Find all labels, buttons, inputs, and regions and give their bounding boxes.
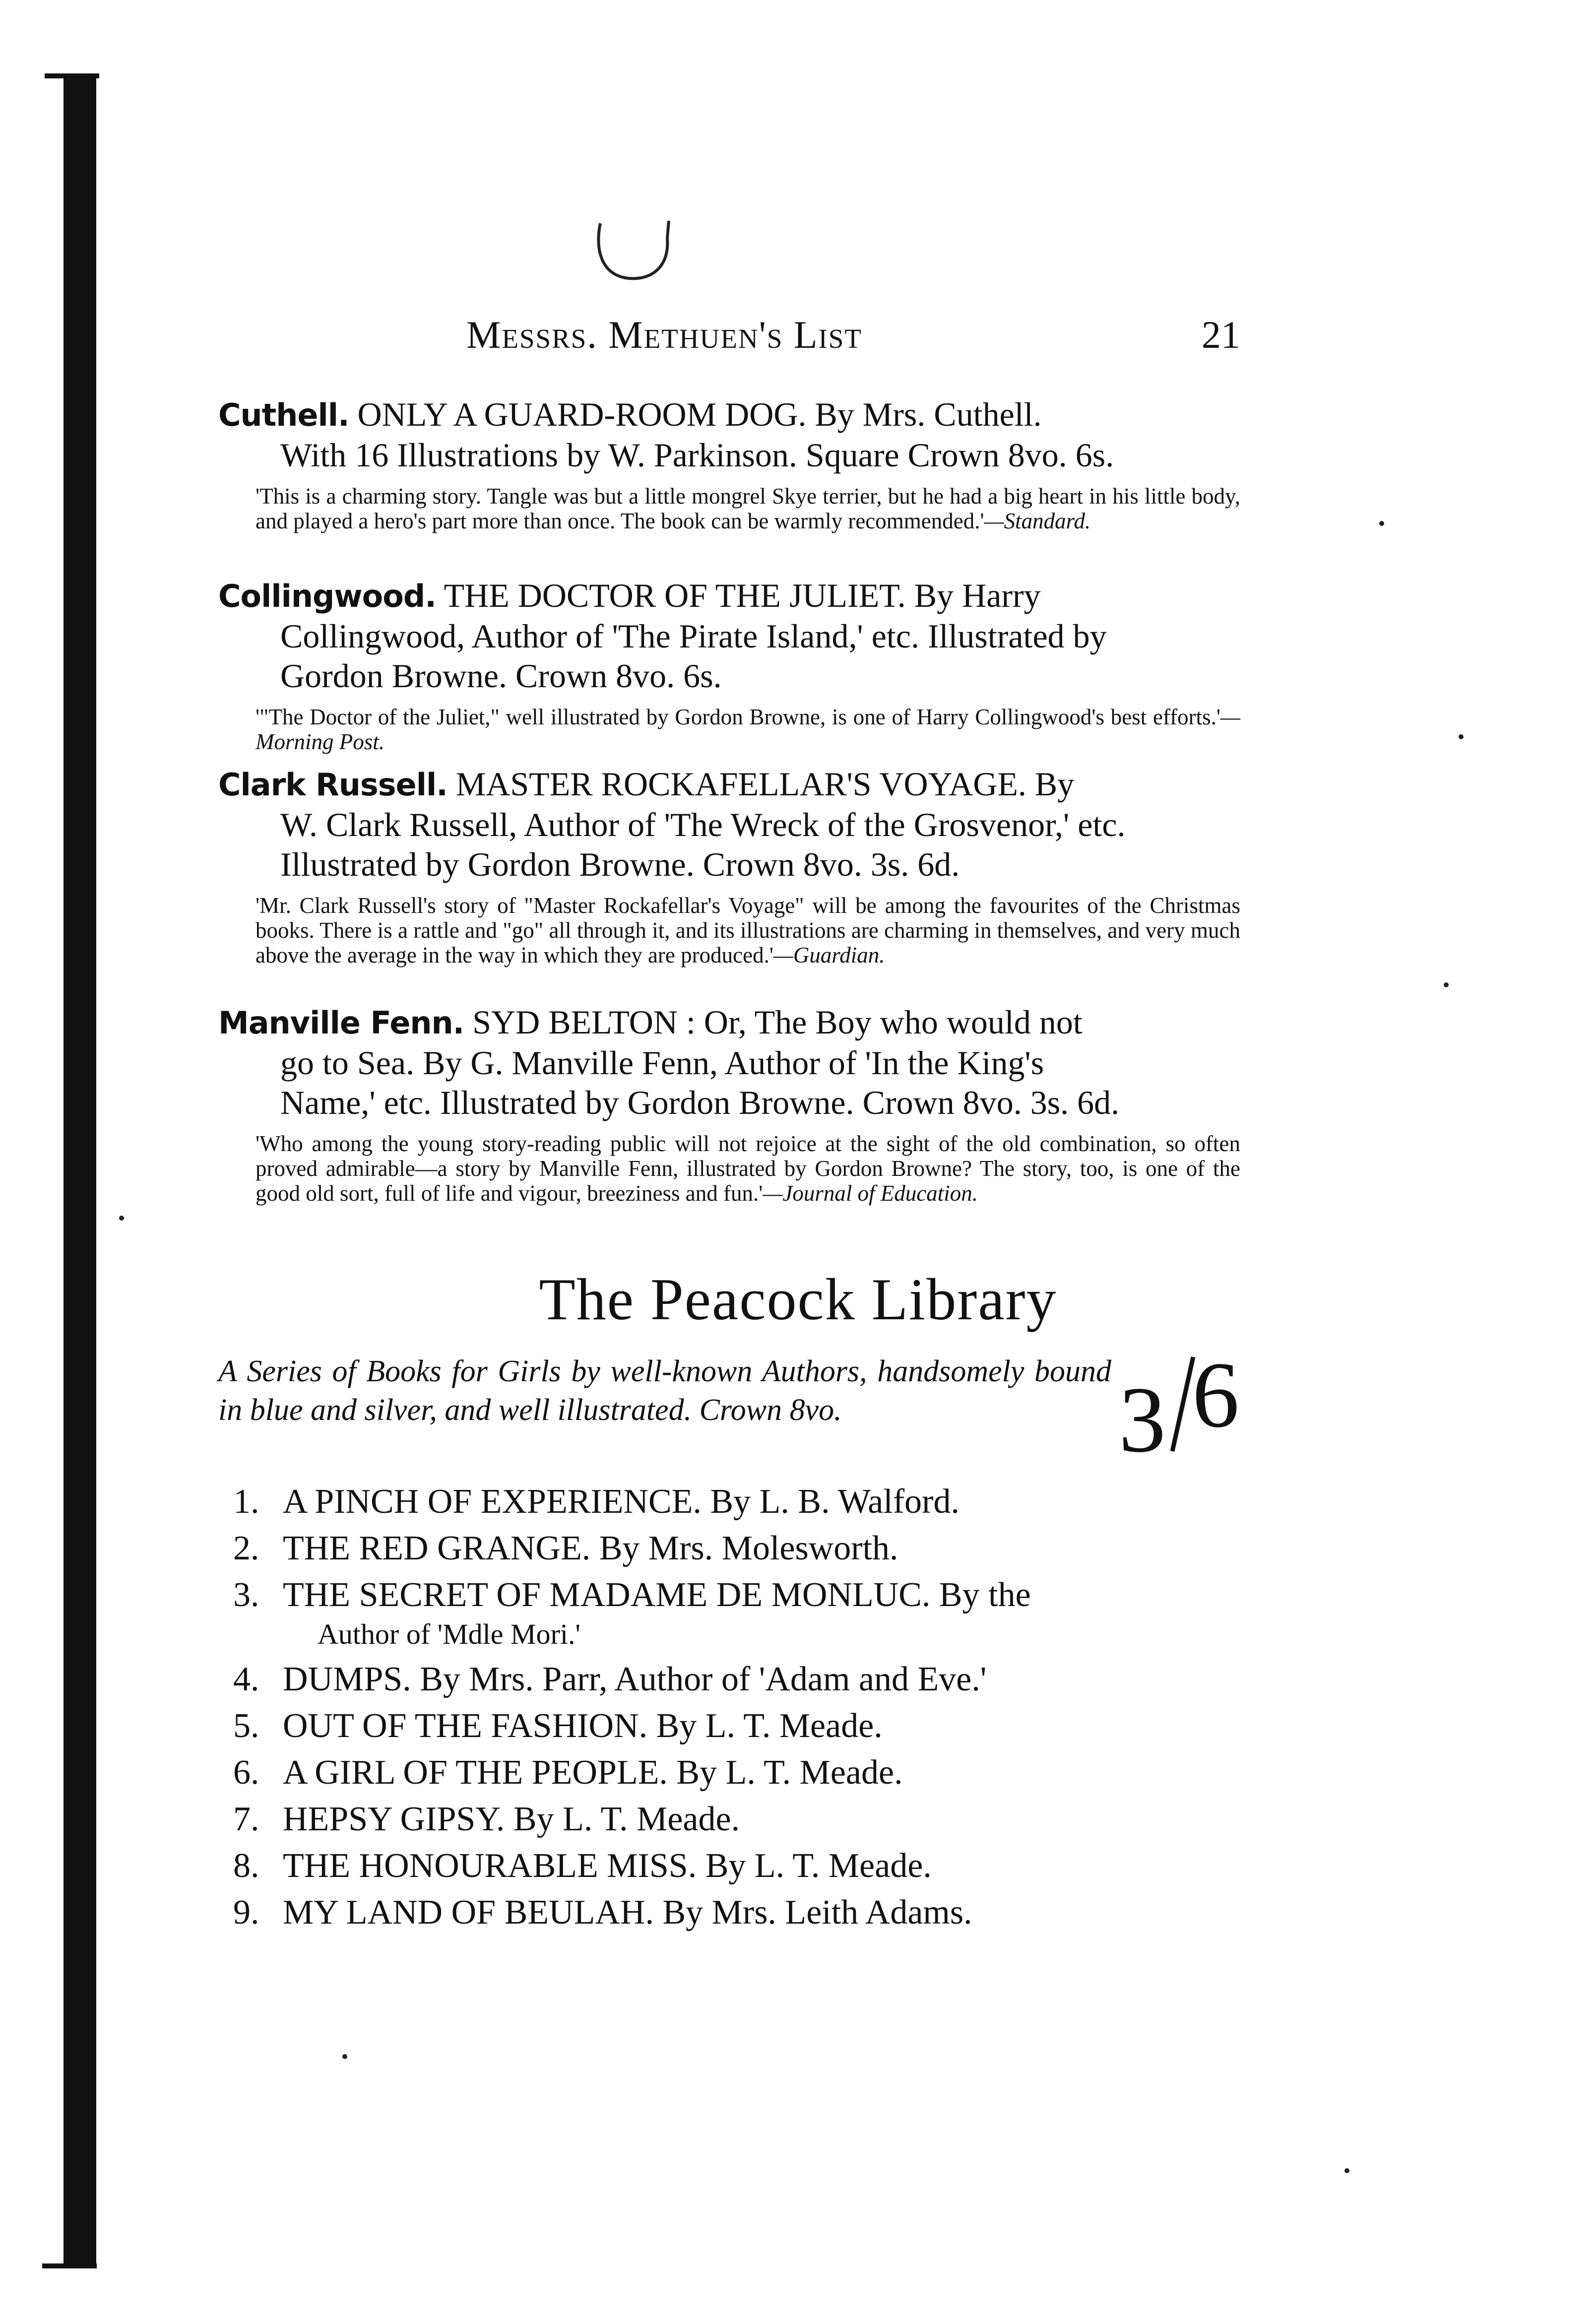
binding-edge	[64, 74, 96, 2267]
entry-author: Cuthell.	[218, 397, 349, 433]
entry-author: Clark Russell.	[218, 767, 447, 803]
item-text: THE HONOURABLE MISS. By L. T. Meade.	[283, 1847, 932, 1885]
running-header	[466, 313, 1240, 367]
scan-speck	[1444, 982, 1449, 987]
list-item	[233, 1525, 1275, 1572]
item-number: 7.	[233, 1800, 259, 1838]
item-number: 8.	[233, 1847, 259, 1885]
list-item	[233, 1796, 1275, 1843]
quote-text: 'Who among the young story-reading public will not rejoice at the sight of the old combination, so often proved admirable—a story by Manville Fenn, illustrated by Gordon Browne? The story, too, is one of the good old sort, full of life and vigour, breeziness and fun.'	[255, 1131, 1240, 1206]
review-quote	[218, 1131, 1240, 1206]
quote-text: 'Mr. Clark Russell's story of "Master Rockafellar's Voyage" will be among the favourites of the Christmas books. There is a rattle and "go" all through it, and its illustrations are charming in themselves, and very much above the average in the way in which they are produced.'	[255, 893, 1240, 968]
item-number: 9.	[233, 1893, 259, 1932]
book-entry	[218, 764, 1240, 968]
list-item	[233, 1656, 1275, 1703]
item-number: 6.	[233, 1753, 259, 1792]
price-slash	[1172, 1357, 1193, 1451]
entry-line: Illustrated by Gordon Browne. Crown 8vo. 3s. 6d.	[280, 845, 960, 883]
entry-line: Gordon Browne. Crown 8vo. 6s.	[280, 657, 722, 695]
pencil-mark	[590, 218, 680, 288]
entry-author: Manville Fenn.	[218, 1005, 464, 1041]
price-mark	[1119, 1352, 1248, 1466]
quote-source: —Morning Post.	[255, 705, 1240, 754]
book-entry	[218, 1002, 1240, 1206]
item-text: HEPSY GIPSY. By L. T. Meade.	[283, 1800, 740, 1838]
scan-speck	[342, 2054, 347, 2059]
item-text: MY LAND OF BEULAH. By Mrs. Leith Adams.	[283, 1893, 972, 1932]
item-number: 5.	[233, 1707, 259, 1745]
entry-line: go to Sea. By G. Manville Fenn, Author of 'In the King's	[280, 1044, 1044, 1082]
entry-line: MASTER ROCKAFELLAR'S VOYAGE. By	[455, 765, 1075, 803]
list-item	[233, 1703, 1275, 1749]
scan-speck	[1379, 521, 1384, 526]
binding-mark	[42, 2263, 97, 2268]
entry-line: THE DOCTOR OF THE JULIET. By Harry	[444, 577, 1041, 614]
page-header-title: Messrs. Methuen's List	[466, 313, 862, 356]
list-item	[233, 1749, 1275, 1796]
quote-source: —Standard.	[984, 509, 1091, 533]
review-quote	[218, 893, 1240, 968]
quote-source: —Journal of Education.	[763, 1181, 978, 1206]
binding-mark	[45, 73, 99, 78]
scan-speck	[1344, 2168, 1349, 2173]
book-entry	[218, 394, 1240, 533]
quote-source: —Guardian.	[773, 943, 885, 968]
item-text: A GIRL OF THE PEOPLE. By L. T. Meade.	[283, 1753, 903, 1792]
item-text: A PINCH OF EXPERIENCE. By L. B. Walford.	[283, 1483, 959, 1521]
list-item	[233, 1572, 1275, 1650]
entry-line: With 16 Illustrations by W. Parkinson. Square Crown 8vo. 6s.	[280, 436, 1114, 474]
quote-text: '"The Doctor of the Juliet," well illustrated by Gordon Browne, is one of Harry Collingwood's best efforts.'	[255, 705, 1220, 729]
series-description: A Series of Books for Girls by well-known Authors, handsomely bound in blue and silver, and well illustrated. Crown 8vo.	[218, 1355, 1111, 1427]
page-number: 21	[1202, 313, 1240, 356]
list-item	[233, 1479, 1275, 1525]
book-entry	[218, 576, 1240, 754]
scan-speck	[1459, 734, 1464, 739]
section-title: The Peacock Library	[539, 1266, 1057, 1332]
item-subline: Author of 'Mdle Mori.'	[318, 1618, 580, 1650]
item-text: DUMPS. By Mrs. Parr, Author of 'Adam and Eve.'	[283, 1660, 987, 1698]
book-list	[233, 1479, 1275, 1936]
entry-line: Collingwood, Author of 'The Pirate Island,' etc. Illustrated by	[280, 617, 1107, 655]
review-quote	[218, 705, 1240, 754]
item-text: THE SECRET OF MADAME DE MONLUC. By the	[283, 1576, 1031, 1614]
quote-text: 'This is a charming story. Tangle was but a little mongrel Skye terrier, but he had a big heart in his little body, and played a hero's part more than once. The book can be warmly recommended.'	[255, 484, 1240, 533]
price-shillings: 3	[1119, 1368, 1166, 1466]
entry-line: ONLY A GUARD-ROOM DOG. By Mrs. Cuthell.	[357, 395, 1042, 433]
price-pence: 6	[1192, 1352, 1239, 1447]
item-text: OUT OF THE FASHION. By L. T. Meade.	[283, 1707, 883, 1745]
entry-line: Name,' etc. Illustrated by Gordon Browne. Crown 8vo. 3s. 6d.	[280, 1084, 1120, 1121]
entry-line: W. Clark Russell, Author of 'The Wreck of the Grosvenor,' etc.	[280, 806, 1126, 843]
scan-speck	[119, 1216, 124, 1221]
item-number: 2.	[233, 1529, 259, 1567]
entry-line: SYD BELTON : Or, The Boy who would not	[472, 1003, 1083, 1041]
review-quote	[218, 484, 1240, 533]
item-number: 3.	[233, 1576, 259, 1614]
entry-author: Collingwood.	[218, 578, 436, 614]
list-item	[233, 1889, 1275, 1936]
item-number: 4.	[233, 1660, 259, 1698]
item-text: THE RED GRANGE. By Mrs. Molesworth.	[283, 1529, 898, 1567]
list-item	[233, 1843, 1275, 1889]
item-number: 1.	[233, 1483, 259, 1521]
